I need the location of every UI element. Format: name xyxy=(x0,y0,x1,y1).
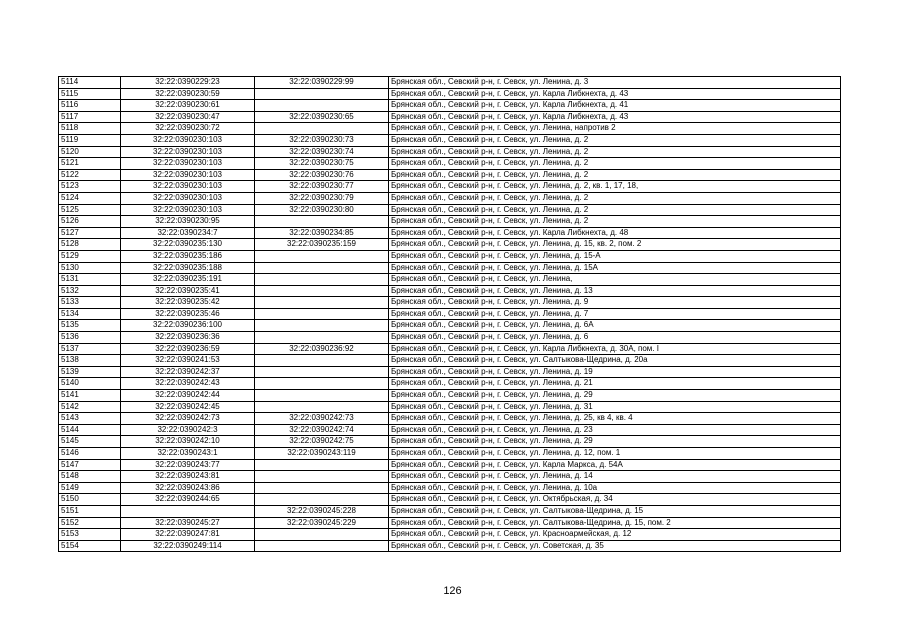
table-row xyxy=(59,436,841,448)
address-cell: Брянская обл., Севский р-н, г. Севск, ул. Карла Либкнехта, д. 41 xyxy=(389,100,841,112)
row-number-cell: 5139 xyxy=(59,366,121,378)
table-row xyxy=(59,123,841,135)
land-cadastral-number-cell: 32:22:0390230:103 xyxy=(121,169,255,181)
row-number-cell: 5118 xyxy=(59,123,121,135)
land-cadastral-number-cell: 32:22:0390242:3 xyxy=(121,424,255,436)
address-cell: Брянская обл., Севский р-н, г. Севск, ул. Ленина, д. 31 xyxy=(389,401,841,413)
table-row xyxy=(59,308,841,320)
object-cadastral-number-cell: 32:22:0390229:99 xyxy=(255,77,389,89)
land-cadastral-number-cell: 32:22:0390235:130 xyxy=(121,239,255,251)
land-cadastral-number-cell: 32:22:0390243:77 xyxy=(121,459,255,471)
table-row xyxy=(59,169,841,181)
row-number-cell: 5127 xyxy=(59,227,121,239)
object-cadastral-number-cell xyxy=(255,378,389,390)
address-cell: Брянская обл., Севский р-н, г. Севск, ул. Карла Либкнехта, д. 43 xyxy=(389,111,841,123)
land-cadastral-number-cell: 32:22:0390236:100 xyxy=(121,320,255,332)
object-cadastral-number-cell xyxy=(255,332,389,344)
land-cadastral-number-cell: 32:22:0390243:1 xyxy=(121,448,255,460)
address-cell: Брянская обл., Севский р-н, г. Севск, ул. Ленина, xyxy=(389,274,841,286)
object-cadastral-number-cell xyxy=(255,88,389,100)
table-row xyxy=(59,134,841,146)
table-row xyxy=(59,250,841,262)
land-cadastral-number-cell: 32:22:0390230:103 xyxy=(121,181,255,193)
table-row xyxy=(59,227,841,239)
object-cadastral-number-cell xyxy=(255,250,389,262)
object-cadastral-number-cell: 32:22:0390236:92 xyxy=(255,343,389,355)
land-cadastral-number-cell: 32:22:0390241:53 xyxy=(121,355,255,367)
table-row xyxy=(59,482,841,494)
object-cadastral-number-cell: 32:22:0390230:79 xyxy=(255,192,389,204)
table-row xyxy=(59,181,841,193)
object-cadastral-number-cell xyxy=(255,540,389,552)
row-number-cell: 5146 xyxy=(59,448,121,460)
land-cadastral-number-cell: 32:22:0390243:81 xyxy=(121,471,255,483)
table-row xyxy=(59,366,841,378)
land-cadastral-number-cell: 32:22:0390230:72 xyxy=(121,123,255,135)
address-cell: Брянская обл., Севский р-н, г. Севск, ул. Ленина, д. 15А xyxy=(389,262,841,274)
land-cadastral-number-cell: 32:22:0390236:36 xyxy=(121,332,255,344)
row-number-cell: 5132 xyxy=(59,285,121,297)
land-cadastral-number-cell: 32:22:0390242:37 xyxy=(121,366,255,378)
address-cell: Брянская обл., Севский р-н, г. Севск, ул. Советская, д. 35 xyxy=(389,540,841,552)
object-cadastral-number-cell xyxy=(255,123,389,135)
row-number-cell: 5116 xyxy=(59,100,121,112)
row-number-cell: 5148 xyxy=(59,471,121,483)
land-cadastral-number-cell: 32:22:0390230:103 xyxy=(121,192,255,204)
row-number-cell: 5115 xyxy=(59,88,121,100)
address-cell: Брянская обл., Севский р-н, г. Севск, ул. Ленина, д. 2 xyxy=(389,204,841,216)
object-cadastral-number-cell: 32:22:0390242:74 xyxy=(255,424,389,436)
row-number-cell: 5129 xyxy=(59,250,121,262)
object-cadastral-number-cell xyxy=(255,494,389,506)
address-cell: Брянская обл., Севский р-н, г. Севск, ул. Ленина, д. 2 xyxy=(389,192,841,204)
table-row xyxy=(59,285,841,297)
object-cadastral-number-cell: 32:22:0390230:76 xyxy=(255,169,389,181)
table-row xyxy=(59,158,841,170)
address-cell: Брянская обл., Севский р-н, г. Севск, ул. Ленина, д. 14 xyxy=(389,471,841,483)
land-cadastral-number-cell: 32:22:0390235:42 xyxy=(121,297,255,309)
row-number-cell: 5123 xyxy=(59,181,121,193)
table-row xyxy=(59,540,841,552)
address-cell: Брянская обл., Севский р-н, г. Севск, ул. Ленина, д. 2 xyxy=(389,158,841,170)
row-number-cell: 5142 xyxy=(59,401,121,413)
address-cell: Брянская обл., Севский р-н, г. Севск, ул. Ленина, д. 19 xyxy=(389,366,841,378)
row-number-cell: 5152 xyxy=(59,517,121,529)
object-cadastral-number-cell xyxy=(255,297,389,309)
row-number-cell: 5130 xyxy=(59,262,121,274)
object-cadastral-number-cell xyxy=(255,390,389,402)
address-cell: Брянская обл., Севский р-н, г. Севск, ул. Салтыкова-Щедрина, д. 15 xyxy=(389,505,841,517)
land-cadastral-number-cell: 32:22:0390229:23 xyxy=(121,77,255,89)
address-cell: Брянская обл., Севский р-н, г. Севск, ул. Карла Либкнехта, д. 43 xyxy=(389,88,841,100)
object-cadastral-number-cell: 32:22:0390230:65 xyxy=(255,111,389,123)
table-row xyxy=(59,413,841,425)
row-number-cell: 5144 xyxy=(59,424,121,436)
land-cadastral-number-cell: 32:22:0390230:95 xyxy=(121,216,255,228)
row-number-cell: 5138 xyxy=(59,355,121,367)
row-number-cell: 5137 xyxy=(59,343,121,355)
object-cadastral-number-cell xyxy=(255,459,389,471)
address-cell: Брянская обл., Севский р-н, г. Севск, ул. Ленина, д. 15, кв. 2, пом. 2 xyxy=(389,239,841,251)
row-number-cell: 5119 xyxy=(59,134,121,146)
address-cell: Брянская обл., Севский р-н, г. Севск, ул. Ленина, напротив 2 xyxy=(389,123,841,135)
address-cell: Брянская обл., Севский р-н, г. Севск, ул. Карла Маркса, д. 54А xyxy=(389,459,841,471)
table-row xyxy=(59,529,841,541)
row-number-cell: 5128 xyxy=(59,239,121,251)
address-cell: Брянская обл., Севский р-н, г. Севск, ул. Ленина, д. 21 xyxy=(389,378,841,390)
table-row xyxy=(59,239,841,251)
land-cadastral-number-cell: 32:22:0390242:44 xyxy=(121,390,255,402)
row-number-cell: 5121 xyxy=(59,158,121,170)
row-number-cell: 5134 xyxy=(59,308,121,320)
object-cadastral-number-cell: 32:22:0390230:77 xyxy=(255,181,389,193)
table-row xyxy=(59,274,841,286)
row-number-cell: 5143 xyxy=(59,413,121,425)
row-number-cell: 5150 xyxy=(59,494,121,506)
row-number-cell: 5145 xyxy=(59,436,121,448)
row-number-cell: 5140 xyxy=(59,378,121,390)
land-cadastral-number-cell: 32:22:0390230:47 xyxy=(121,111,255,123)
row-number-cell: 5154 xyxy=(59,540,121,552)
land-cadastral-number-cell: 32:22:0390234:7 xyxy=(121,227,255,239)
address-cell: Брянская обл., Севский р-н, г. Севск, ул. Ленина, д. 6 xyxy=(389,332,841,344)
address-cell: Брянская обл., Севский р-н, г. Севск, ул. Ленина, д. 13 xyxy=(389,285,841,297)
row-number-cell: 5125 xyxy=(59,204,121,216)
table-row xyxy=(59,343,841,355)
table-row xyxy=(59,390,841,402)
table-row xyxy=(59,378,841,390)
address-cell: Брянская обл., Севский р-н, г. Севск, ул. Ленина, д. 2 xyxy=(389,216,841,228)
object-cadastral-number-cell xyxy=(255,366,389,378)
address-cell: Брянская обл., Севский р-н, г. Севск, ул. Ленина, д. 23 xyxy=(389,424,841,436)
object-cadastral-number-cell: 32:22:0390230:75 xyxy=(255,158,389,170)
address-cell: Брянская обл., Севский р-н, г. Севск, ул. Ленина, д. 15-А xyxy=(389,250,841,262)
table-row xyxy=(59,517,841,529)
row-number-cell: 5151 xyxy=(59,505,121,517)
row-number-cell: 5141 xyxy=(59,390,121,402)
land-cadastral-number-cell: 32:22:0390249:114 xyxy=(121,540,255,552)
land-cadastral-number-cell: 32:22:0390236:59 xyxy=(121,343,255,355)
address-cell: Брянская обл., Севский р-н, г. Севск, ул. Ленина, д. 2, кв. 1, 17, 18, xyxy=(389,181,841,193)
row-number-cell: 5114 xyxy=(59,77,121,89)
land-cadastral-number-cell: 32:22:0390230:103 xyxy=(121,134,255,146)
object-cadastral-number-cell xyxy=(255,308,389,320)
object-cadastral-number-cell: 32:22:0390242:75 xyxy=(255,436,389,448)
land-cadastral-number-cell: 32:22:0390230:59 xyxy=(121,88,255,100)
address-cell: Брянская обл., Севский р-н, г. Севск, ул. Ленина, д. 3 xyxy=(389,77,841,89)
address-cell: Брянская обл., Севский р-н, г. Севск, ул. Ленина, д. 2 xyxy=(389,134,841,146)
object-cadastral-number-cell: 32:22:0390230:74 xyxy=(255,146,389,158)
object-cadastral-number-cell xyxy=(255,471,389,483)
land-cadastral-number-cell: 32:22:0390230:103 xyxy=(121,204,255,216)
address-cell: Брянская обл., Севский р-н, г. Севск, ул. Ленина, д. 7 xyxy=(389,308,841,320)
land-cadastral-number-cell: 32:22:0390230:103 xyxy=(121,158,255,170)
land-cadastral-number-cell: 32:22:0390230:61 xyxy=(121,100,255,112)
table-row xyxy=(59,297,841,309)
table-row xyxy=(59,320,841,332)
row-number-cell: 5136 xyxy=(59,332,121,344)
table-row xyxy=(59,332,841,344)
row-number-cell: 5131 xyxy=(59,274,121,286)
object-cadastral-number-cell xyxy=(255,529,389,541)
land-cadastral-number-cell: 32:22:0390242:43 xyxy=(121,378,255,390)
object-cadastral-number-cell: 32:22:0390235:159 xyxy=(255,239,389,251)
row-number-cell: 5133 xyxy=(59,297,121,309)
table-row xyxy=(59,262,841,274)
registry-table-body xyxy=(59,77,841,552)
row-number-cell: 5117 xyxy=(59,111,121,123)
table-row xyxy=(59,424,841,436)
land-cadastral-number-cell: 32:22:0390244:65 xyxy=(121,494,255,506)
address-cell: Брянская обл., Севский р-н, г. Севск, ул. Карла Либкнехта, д. 48 xyxy=(389,227,841,239)
table-row xyxy=(59,100,841,112)
land-cadastral-number-cell: 32:22:0390235:191 xyxy=(121,274,255,286)
address-cell: Брянская обл., Севский р-н, г. Севск, ул. Ленина, д. 29 xyxy=(389,436,841,448)
address-cell: Брянская обл., Севский р-н, г. Севск, ул. Карла Либкнехта, д. 30А, пом. I xyxy=(389,343,841,355)
object-cadastral-number-cell xyxy=(255,285,389,297)
table-row xyxy=(59,111,841,123)
registry-table xyxy=(58,76,841,552)
object-cadastral-number-cell: 32:22:0390245:229 xyxy=(255,517,389,529)
address-cell: Брянская обл., Севский р-н, г. Севск, ул. Ленина, д. 10а xyxy=(389,482,841,494)
row-number-cell: 5126 xyxy=(59,216,121,228)
object-cadastral-number-cell xyxy=(255,274,389,286)
row-number-cell: 5120 xyxy=(59,146,121,158)
table-row xyxy=(59,77,841,89)
object-cadastral-number-cell: 32:22:0390242:73 xyxy=(255,413,389,425)
object-cadastral-number-cell xyxy=(255,320,389,332)
table-row xyxy=(59,401,841,413)
table-row xyxy=(59,459,841,471)
land-cadastral-number-cell: 32:22:0390247:81 xyxy=(121,529,255,541)
address-cell: Брянская обл., Севский р-н, г. Севск, ул. Ленина, д. 6А xyxy=(389,320,841,332)
address-cell: Брянская обл., Севский р-н, г. Севск, ул. Салтыкова-Щедрина, д. 20а xyxy=(389,355,841,367)
table-row xyxy=(59,204,841,216)
address-cell: Брянская обл., Севский р-н, г. Севск, ул. Ленина, д. 25, кв 4, кв. 4 xyxy=(389,413,841,425)
row-number-cell: 5122 xyxy=(59,169,121,181)
land-cadastral-number-cell: 32:22:0390235:41 xyxy=(121,285,255,297)
object-cadastral-number-cell xyxy=(255,355,389,367)
object-cadastral-number-cell xyxy=(255,401,389,413)
table-row xyxy=(59,192,841,204)
land-cadastral-number-cell: 32:22:0390242:10 xyxy=(121,436,255,448)
row-number-cell: 5147 xyxy=(59,459,121,471)
object-cadastral-number-cell xyxy=(255,482,389,494)
address-cell: Брянская обл., Севский р-н, г. Севск, ул. Салтыкова-Щедрина, д. 15, пом. 2 xyxy=(389,517,841,529)
table-row xyxy=(59,146,841,158)
object-cadastral-number-cell xyxy=(255,100,389,112)
object-cadastral-number-cell: 32:22:0390230:80 xyxy=(255,204,389,216)
address-cell: Брянская обл., Севский р-н, г. Севск, ул. Ленина, д. 2 xyxy=(389,169,841,181)
address-cell: Брянская обл., Севский р-н, г. Севск, ул. Ленина, д. 2 xyxy=(389,146,841,158)
page-number: 126 xyxy=(443,585,462,597)
address-cell: Брянская обл., Севский р-н, г. Севск, ул. Красноармейская, д. 12 xyxy=(389,529,841,541)
land-cadastral-number-cell: 32:22:0390235:186 xyxy=(121,250,255,262)
land-cadastral-number-cell: 32:22:0390242:73 xyxy=(121,413,255,425)
table-row xyxy=(59,471,841,483)
land-cadastral-number-cell: 32:22:0390243:86 xyxy=(121,482,255,494)
address-cell: Брянская обл., Севский р-н, г. Севск, ул. Ленина, д. 9 xyxy=(389,297,841,309)
land-cadastral-number-cell: 32:22:0390242:45 xyxy=(121,401,255,413)
land-cadastral-number-cell: 32:22:0390230:103 xyxy=(121,146,255,158)
row-number-cell: 5153 xyxy=(59,529,121,541)
object-cadastral-number-cell: 32:22:0390234:85 xyxy=(255,227,389,239)
object-cadastral-number-cell: 32:22:0390230:73 xyxy=(255,134,389,146)
table-row xyxy=(59,505,841,517)
object-cadastral-number-cell: 32:22:0390245:228 xyxy=(255,505,389,517)
row-number-cell: 5135 xyxy=(59,320,121,332)
table-row xyxy=(59,494,841,506)
table-row xyxy=(59,448,841,460)
object-cadastral-number-cell: 32:22:0390243:119 xyxy=(255,448,389,460)
object-cadastral-number-cell xyxy=(255,216,389,228)
address-cell: Брянская обл., Севский р-н, г. Севск, ул. Ленина, д. 12, пом. 1 xyxy=(389,448,841,460)
land-cadastral-number-cell xyxy=(121,505,255,517)
land-cadastral-number-cell: 32:22:0390245:27 xyxy=(121,517,255,529)
table-row xyxy=(59,216,841,228)
table-row xyxy=(59,355,841,367)
address-cell: Брянская обл., Севский р-н, г. Севск, ул. Октябрьская, д. 34 xyxy=(389,494,841,506)
row-number-cell: 5124 xyxy=(59,192,121,204)
address-cell: Брянская обл., Севский р-н, г. Севск, ул. Ленина, д. 29 xyxy=(389,390,841,402)
table-row xyxy=(59,88,841,100)
row-number-cell: 5149 xyxy=(59,482,121,494)
land-cadastral-number-cell: 32:22:0390235:188 xyxy=(121,262,255,274)
object-cadastral-number-cell xyxy=(255,262,389,274)
land-cadastral-number-cell: 32:22:0390235:46 xyxy=(121,308,255,320)
